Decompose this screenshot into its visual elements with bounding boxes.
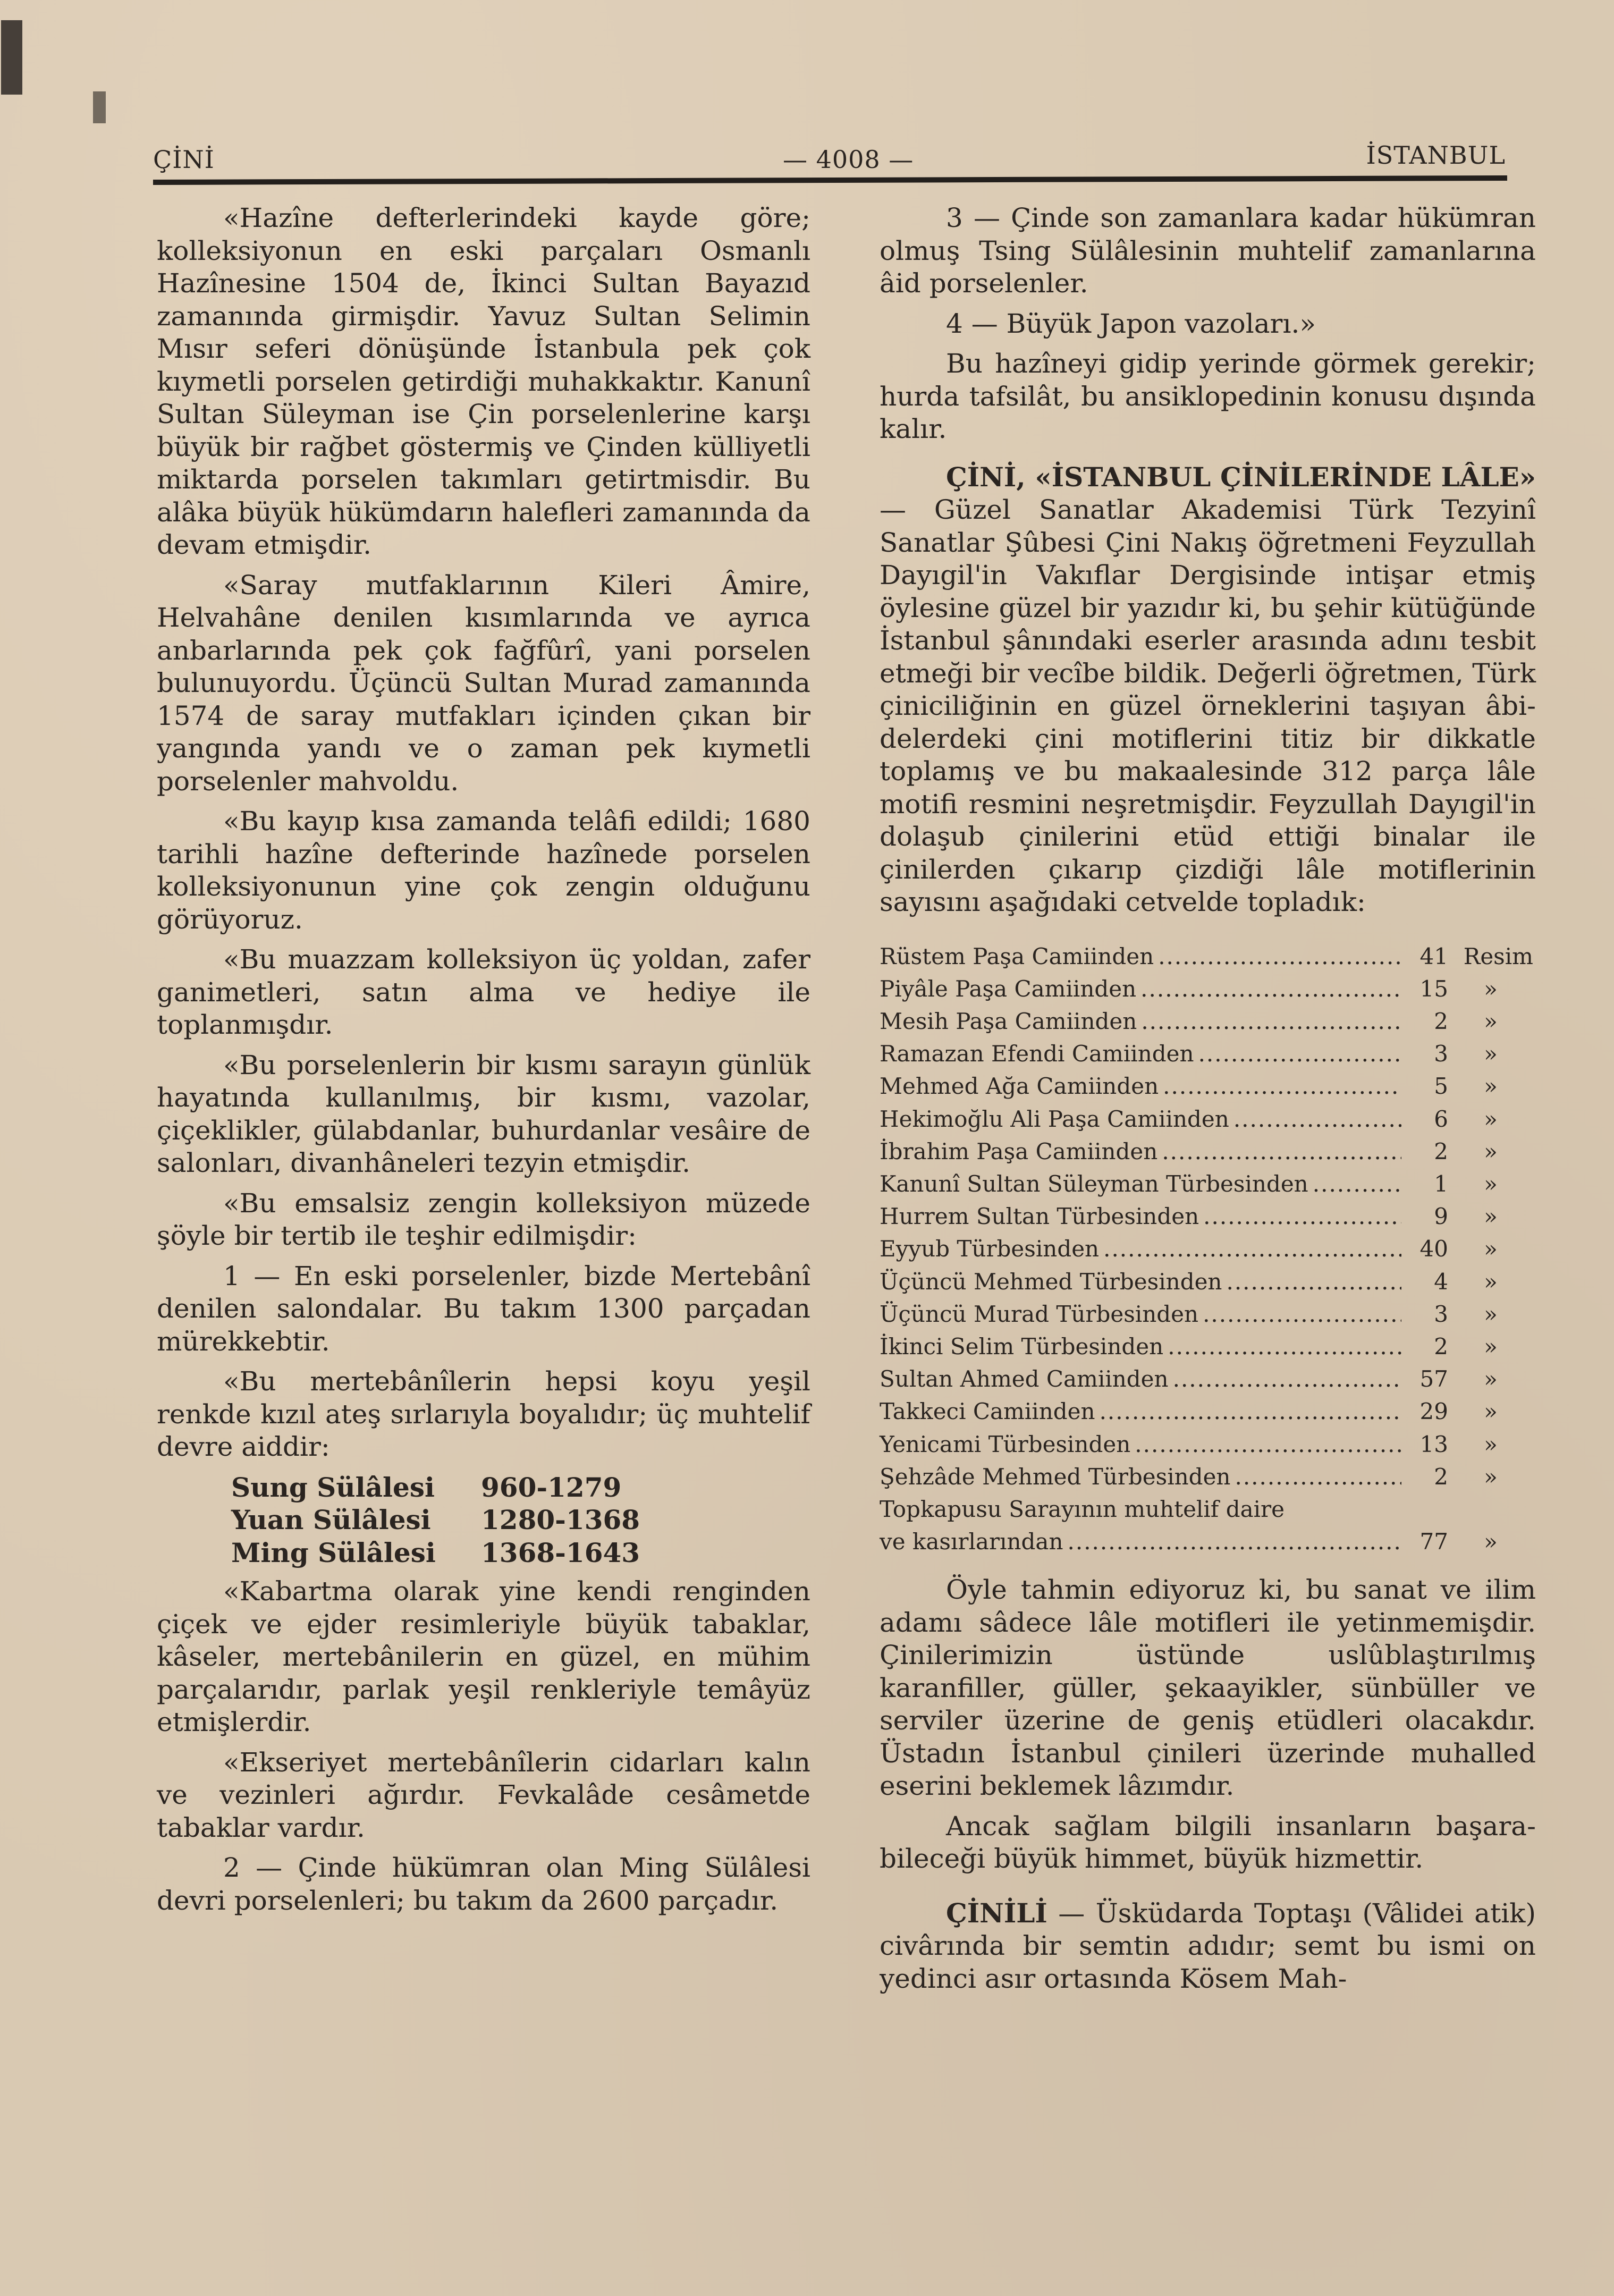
- tally-row: [880, 1363, 1533, 1395]
- paragraph: 1 — En eski porselenler, bizde Mertebânî denilen salondalar. Bu takım 1300 parçadan mürekkebtir.: [157, 1260, 810, 1357]
- dynasty-years: 1280-1368: [481, 1504, 640, 1535]
- tally-row: [880, 1200, 1533, 1233]
- tally-count: 29: [1419, 1398, 1448, 1425]
- dynasty-row: [231, 1504, 810, 1537]
- entry-body: — Güzel Sanatlar Akademisi Türk Tezyinî Sanatlar Şûbesi Çini Nakış öğretmeni Feyzullah Dayıgil'in Vakıflar Dergisinde intişar etmiş öylesine güzel bir yazıdır ki, bu şehir kütüğünde İstanbul şânındaki eserler arasında adını tesbit etmeği bir vecîbe bildik. Değerli öğretmen, Türk çiniciliğinin en güzel örneklerini taşıyan âbidelerdeki çini motiflerini titiz bir dikkatle toplamış ve bu makaalesinde 312 parça lâle motifi resmini neşretmişdir. Feyzullah Dayıgil'in dolaşub çinilerini etüd ettiği binalar ile çinilerden çıkarıp çizdiği lâle motiflerinin sayısını aşağıdaki cetvelde topladık:: [880, 494, 1536, 917]
- paragraph: «Bu kayıp kısa zamanda telâfi edildi; 1680 tarihli hazîne defterinde hazînede porselen kolleksiyonunun yine çok zengin olduğunu görüyoruz.: [157, 806, 810, 935]
- paragraph: 2 — Çinde hükümran olan Ming Sülâlesi devri porselenleri; bu takım da 2600 parçadır.: [157, 1852, 810, 1916]
- leader-dots: [1162, 1135, 1401, 1168]
- tally-place: Eyyub Türbesinden: [880, 1236, 1100, 1262]
- tally-place: Mehmed Ağa Camiinden: [880, 1073, 1159, 1100]
- tally-row: [880, 1265, 1533, 1298]
- encyclopedia-entry: [880, 1897, 1536, 1996]
- paragraph: Bu hazîneyi gidip yerinde görmek gerekir; hurda tafsilât, bu ansiklopedinin konusu dışında kalır.: [880, 348, 1536, 444]
- paragraph: «Bu porselenlerin bir kısmı sarayın günlük hayatında kullanılmış, bir kısmı, vazolar, çiçeklikler, gülabdanlar, buhurdanlar vesâire de salonları, divanhâneleri tezyin etmişdir.: [157, 1049, 810, 1178]
- leader-dots: [1203, 1298, 1401, 1330]
- paragraph: «Bu muazzam kolleksiyon üç yoldan, zafer ganimetleri, satın alma ve hediye ile toplanmışdır.: [157, 944, 810, 1040]
- tally-unit: »: [1484, 1203, 1498, 1230]
- dynasty-years: 1368-1643: [481, 1537, 640, 1568]
- leader-dots: [1141, 1005, 1401, 1037]
- dynasty-name: Sung Sülâlesi: [231, 1471, 435, 1503]
- leader-dots: [1103, 1233, 1401, 1265]
- running-head-right: İSTANBUL: [1366, 141, 1506, 170]
- tally-unit: »: [1484, 1236, 1498, 1262]
- paragraph: «Bu mertebânîlerin hepsi koyu yeşil renkde kızıl ateş sırlarıyla boyalıdır; üç muhtelif devre aiddir:: [157, 1366, 810, 1462]
- dynasty-name: Ming Sülâlesi: [231, 1537, 436, 1568]
- paragraph: Ancak sağlam bilgili insanların başarabileceği büyük himmet, büyük hizmettir.: [880, 1810, 1536, 1875]
- tally-row: [880, 1428, 1533, 1461]
- tally-place: Ramazan Efendi Camiinden: [880, 1041, 1194, 1067]
- tally-place: Kanunî Sultan Süleyman Türbesinden: [880, 1170, 1308, 1197]
- tally-place: İkinci Selim Türbesinden: [880, 1333, 1164, 1360]
- paragraph: «Ekseriyet mertebânîlerin cidarları kalın ve vezinleri ağırdır. Fevkalâde cesâmetde tabaklar vardır.: [157, 1746, 810, 1843]
- tally-count: 6: [1434, 1105, 1448, 1132]
- tulip-motif-tally-table: [880, 940, 1533, 1558]
- leader-dots: [1173, 1363, 1401, 1395]
- tally-place: Rüstem Paşa Camiinden: [880, 943, 1154, 969]
- paragraph: «Saray mutfaklarının Kileri Âmire, Helvahâne denilen kısımlarında ve ayrıca anbarlarında pek çok fağfûrî, yani porselen bulunuyordu. Üçüncü Sultan Murad zamanında 1574 de saray mutfakları içinden çıkan bir yangında yandı ve o zaman pek kıymetli porselenler mahvoldu.: [157, 569, 810, 797]
- tally-unit: »: [1484, 1398, 1498, 1425]
- leader-dots: [1168, 1330, 1401, 1363]
- tally-count: 2: [1434, 1333, 1448, 1360]
- tally-count: 1: [1434, 1170, 1448, 1197]
- tally-row: [880, 1298, 1533, 1330]
- tally-row: [880, 1168, 1533, 1200]
- entry-title: ÇİNİ, «İSTANBUL ÇİNİLERİNDE LÂLE»: [946, 461, 1536, 493]
- tally-row: [880, 1233, 1533, 1265]
- tally-row: [880, 1395, 1533, 1428]
- leader-dots: [1235, 1461, 1401, 1493]
- tally-row: [880, 940, 1533, 973]
- page-header: [153, 141, 1506, 178]
- leader-dots: [1198, 1037, 1401, 1070]
- tally-unit: Resim: [1463, 943, 1533, 969]
- leader-dots: [1158, 940, 1401, 973]
- paragraph: «Hazîne defterlerindeki kayde göre; kolleksiyonun en eski parçaları Osmanlı Hazînesine 1504 de, İkinci Sultan Bayazıd zamanında girmişdir. Yavuz Sultan Selimin Mısır seferi dönüşünde İstanbula pek çok kıymetli porselen getirdiği muhakkaktır. Kanunî Sultan Süleyman ise Çin porselenlerine karşı büyük bir rağbet göstermiş ve Çinden külliyetli miktarda porselen takımları getirtmisdir. Bu alâka büyük hükümdarın halefleri zamanında da devam etmişdir.: [157, 202, 810, 560]
- tally-count: 41: [1419, 943, 1448, 969]
- tally-count: 40: [1419, 1236, 1448, 1262]
- paragraph: Öyle tahmin ediyoruz ki, bu sanat ve ilim adamı sâdece lâle motifleri ile yetinmemişdir. Çinilerimizin üstünde uslûblaştırılmış karanfiller, güller, şekaayikler, sünbüller ve serviler üzerine de geniş etüdleri olacakdır. Üstadın İstanbul çinileri üzerinde muhalled eserini beklemek lâzımdır.: [880, 1574, 1536, 1802]
- tally-count: 3: [1434, 1301, 1448, 1327]
- tally-count: 2: [1434, 1463, 1448, 1490]
- tally-count: 5: [1434, 1073, 1448, 1100]
- tally-place: Üçüncü Murad Türbesinden: [880, 1301, 1199, 1327]
- tally-count: 15: [1419, 975, 1448, 1002]
- tally-unit: »: [1484, 1333, 1498, 1360]
- tally-unit: »: [1484, 1105, 1498, 1132]
- tally-place: Üçüncü Mehmed Türbesinden: [880, 1268, 1222, 1295]
- tally-count: 3: [1434, 1041, 1448, 1067]
- page-number: — 4008 —: [783, 145, 914, 174]
- tally-count: 77: [1419, 1529, 1448, 1555]
- dynasty-years: 960-1279: [481, 1471, 622, 1503]
- tally-row: [880, 973, 1533, 1005]
- right-column: [880, 202, 1536, 2003]
- tally-place: Mesih Paşa Camiinden: [880, 1008, 1137, 1034]
- dynasty-row: [231, 1537, 810, 1569]
- leader-dots: [1100, 1395, 1401, 1428]
- tally-row: [880, 1005, 1533, 1037]
- tally-place: Hekimoğlu Ali Paşa Camiinden: [880, 1105, 1229, 1132]
- tally-count: 2: [1434, 1008, 1448, 1034]
- tally-row: [880, 1525, 1533, 1558]
- leader-dots: [1313, 1168, 1401, 1200]
- tally-unit: »: [1484, 1170, 1498, 1197]
- encyclopedia-entry: [880, 461, 1536, 919]
- tally-count: 2: [1434, 1138, 1448, 1164]
- scan-edge-mark: [1, 20, 22, 95]
- left-column: [157, 202, 810, 1924]
- entry-body: — Üsküdarda Toptaşı (Vâlidei atik) civârında bir semtin adıdır; semt bu ismi on yedinci asır ortasında Kösem Mah-: [880, 1897, 1536, 1994]
- tally-place: İbrahim Paşa Camiinden: [880, 1138, 1158, 1164]
- tally-place: ve kasırlarından: [880, 1529, 1063, 1555]
- tally-unit: »: [1484, 975, 1498, 1002]
- tally-row: [880, 1037, 1533, 1070]
- dynasty-row: [231, 1471, 810, 1504]
- tally-unit: »: [1484, 1041, 1498, 1067]
- tally-unit: »: [1484, 1138, 1498, 1164]
- tally-row: [880, 1070, 1533, 1102]
- tally-row: [880, 1493, 1533, 1525]
- leader-dots: [1135, 1428, 1401, 1461]
- tally-unit: »: [1484, 1366, 1498, 1392]
- tally-place: Yenicami Türbesinden: [880, 1431, 1131, 1457]
- tally-row: [880, 1103, 1533, 1135]
- paragraph: 3 — Çinde son zamanlara kadar hükümran olmuş Tsing Sülâlesinin muhtelif zamanlarına âid porselenler.: [880, 202, 1536, 299]
- tally-unit: »: [1484, 1529, 1498, 1555]
- leader-dots: [1203, 1200, 1401, 1233]
- dynasty-table: [231, 1471, 810, 1569]
- paragraph: «Kabartma olarak yine kendi renginden çiçek ve ejder resimleriyle büyük tabaklar, kâseler, mertebânilerin en güzel, en mühim parçalarıdır, parlak yeşil renkleriyle temâyüz etmişlerdir.: [157, 1576, 810, 1737]
- leader-dots: [1226, 1265, 1401, 1298]
- running-head-left: ÇİNİ: [153, 145, 215, 174]
- paragraph: 4 — Büyük Japon vazoları.»: [946, 308, 1316, 339]
- tally-row: [880, 1330, 1533, 1363]
- leader-dots: [1140, 973, 1401, 1005]
- tally-place: Hurrem Sultan Türbesinden: [880, 1203, 1199, 1230]
- tally-unit: »: [1484, 1463, 1498, 1490]
- tally-place: Sultan Ahmed Camiinden: [880, 1366, 1169, 1392]
- tally-unit: »: [1484, 1008, 1498, 1034]
- scan-smudge: [93, 91, 106, 123]
- paragraph: «Bu emsalsiz zengin kolleksiyon müzede şöyle bir tertib ile teşhir edilmişdir:: [157, 1187, 810, 1251]
- tally-row: [880, 1135, 1533, 1168]
- leader-dots: [1233, 1103, 1401, 1135]
- leader-dots: [1163, 1070, 1401, 1102]
- tally-place: Piyâle Paşa Camiinden: [880, 975, 1137, 1002]
- tally-row: [880, 1461, 1533, 1493]
- tally-place: Şehzâde Mehmed Türbesinden: [880, 1463, 1231, 1490]
- tally-count: 13: [1419, 1431, 1448, 1457]
- tally-place: Takkeci Camiinden: [880, 1398, 1095, 1425]
- leader-dots: [1068, 1525, 1402, 1558]
- tally-unit: »: [1484, 1073, 1498, 1100]
- tally-count: 4: [1434, 1268, 1448, 1295]
- dynasty-name: Yuan Sülâlesi: [231, 1504, 431, 1535]
- tally-count: 57: [1419, 1366, 1448, 1392]
- tally-count: 9: [1434, 1203, 1448, 1230]
- entry-title: ÇİNİLİ: [946, 1897, 1047, 1929]
- tally-unit: »: [1484, 1268, 1498, 1295]
- tally-unit: »: [1484, 1431, 1498, 1457]
- tally-unit: »: [1484, 1301, 1498, 1327]
- tally-place: Topkapusu Sarayının muhtelif daire: [880, 1496, 1285, 1522]
